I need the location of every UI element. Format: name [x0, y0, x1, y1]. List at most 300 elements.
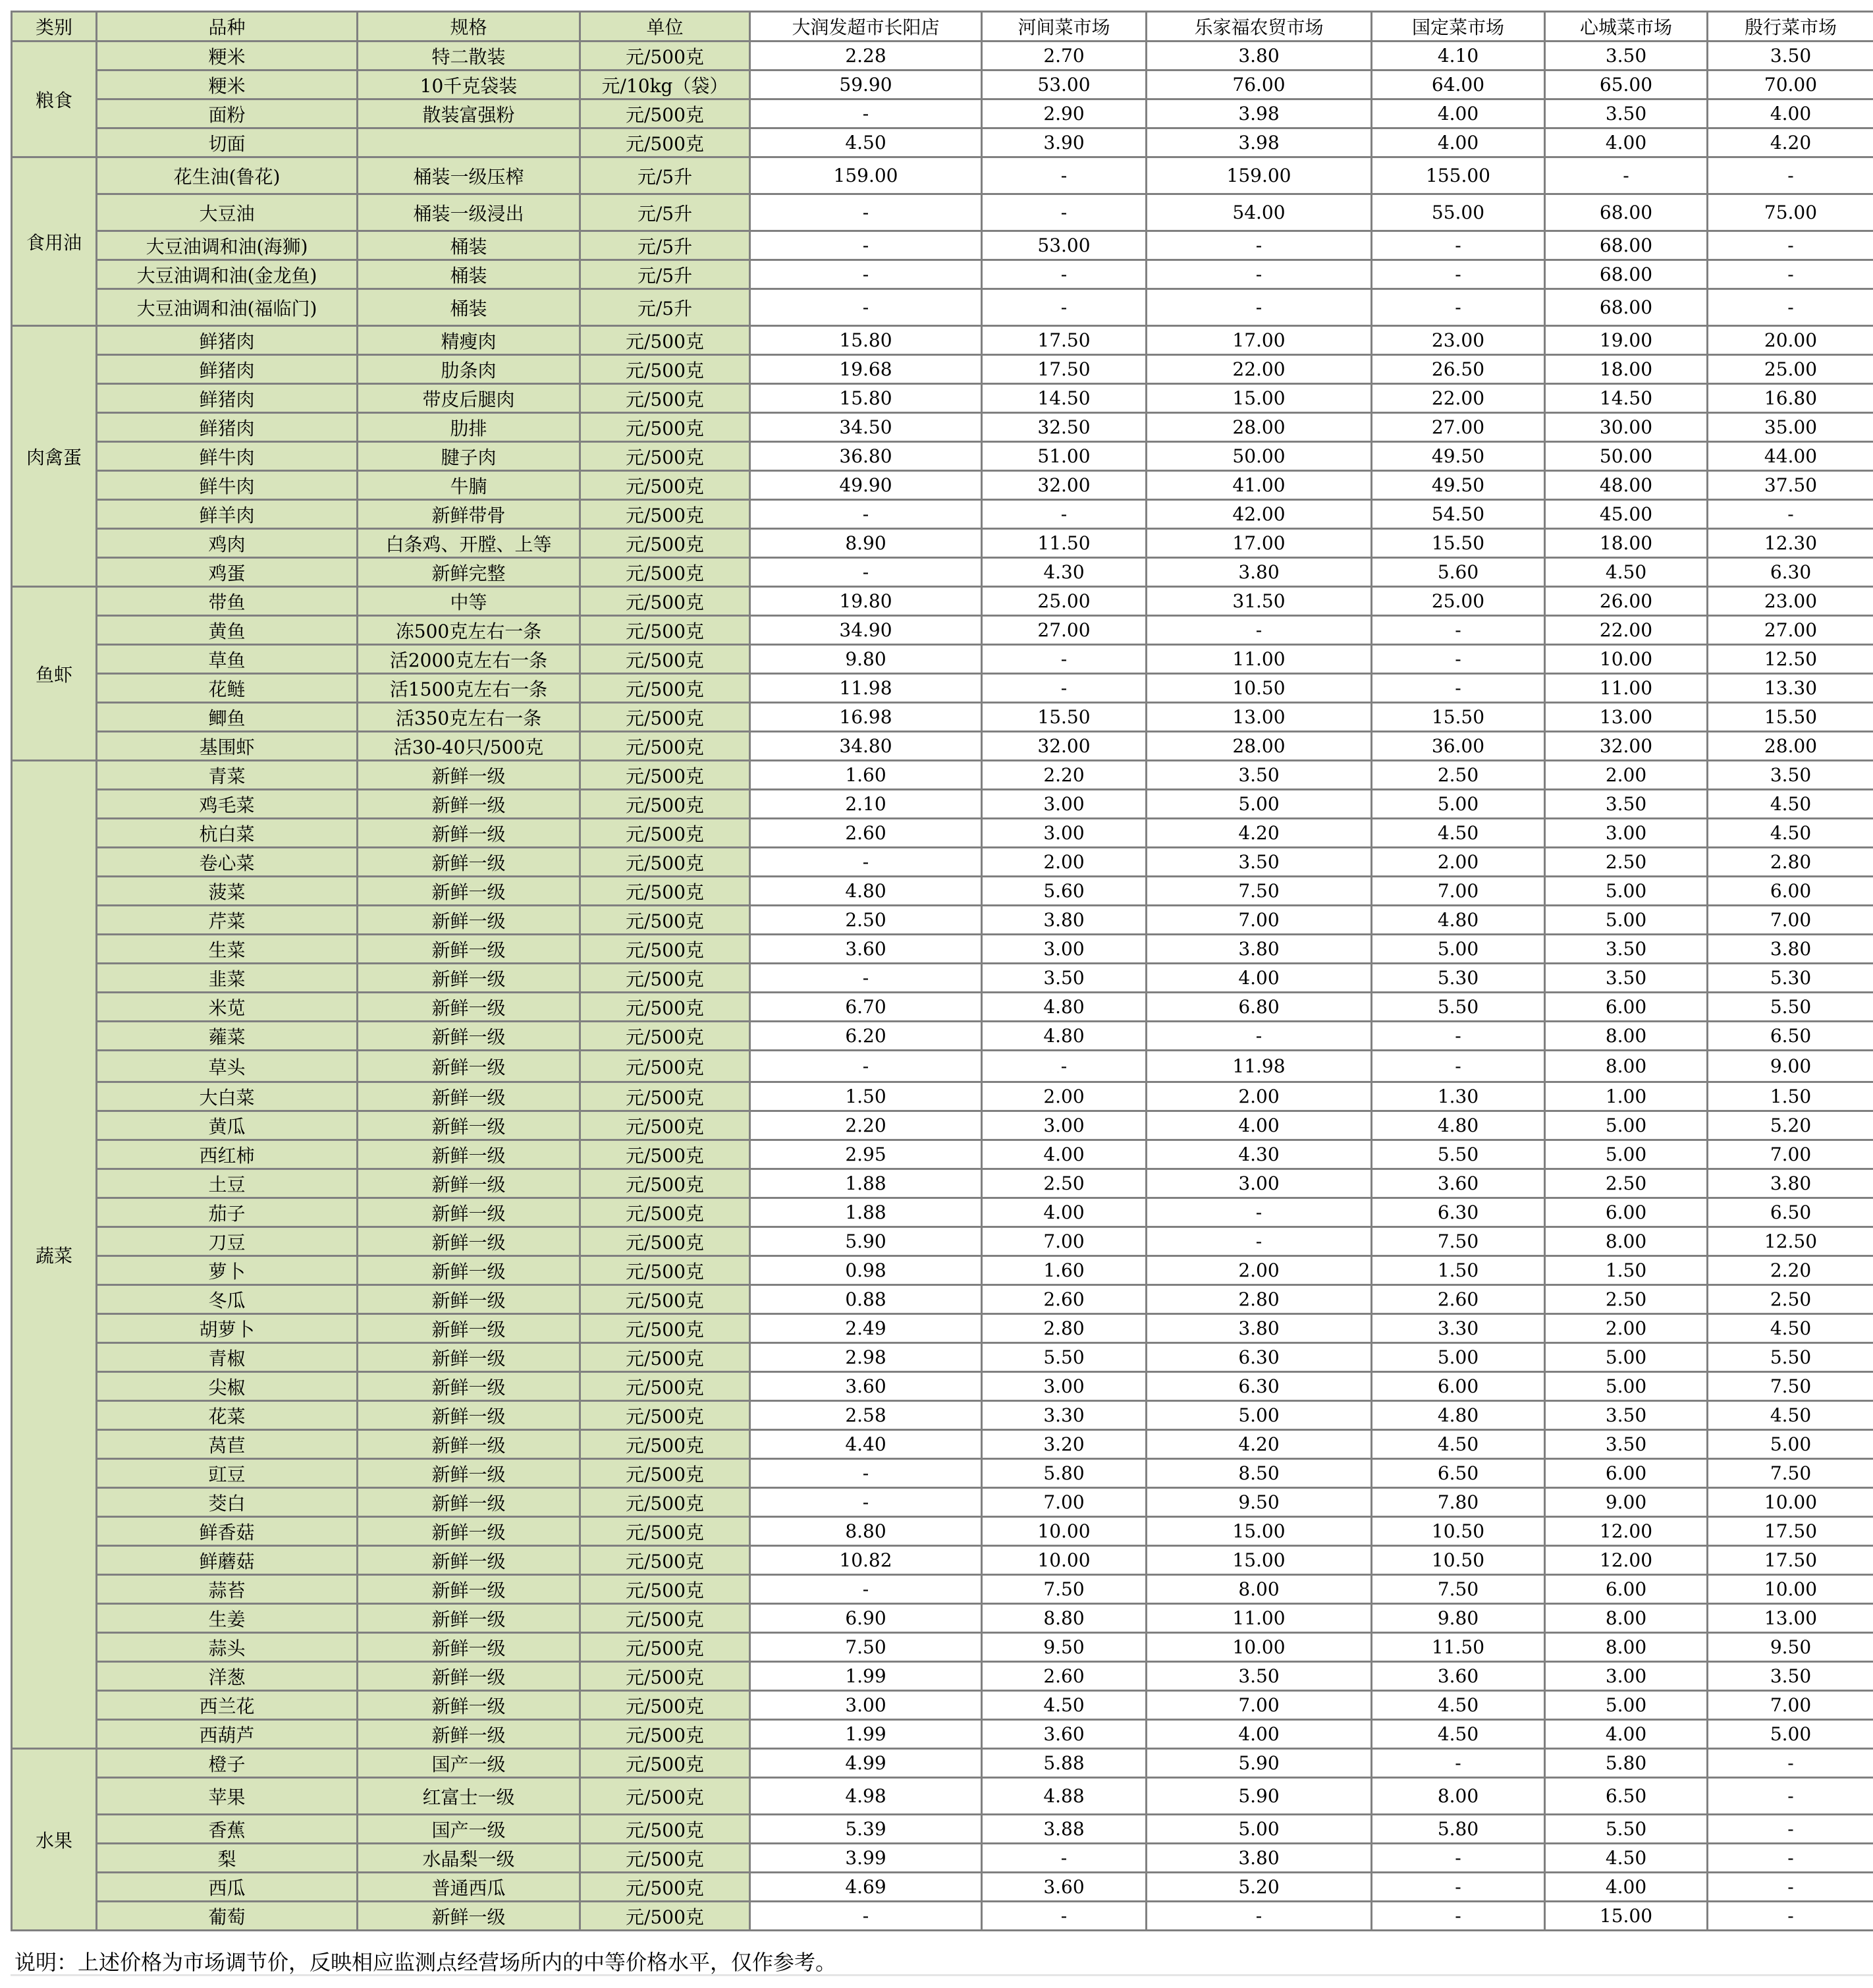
- price-cell: -: [1147, 1198, 1372, 1227]
- unit-cell: 元/500克: [580, 1343, 750, 1372]
- price-cell: 1.50: [1545, 1256, 1708, 1285]
- price-cell: 3.80: [1147, 41, 1372, 70]
- price-cell: 3.00: [982, 1372, 1147, 1401]
- price-cell: 5.90: [750, 1227, 982, 1256]
- price-cell: 4.50: [1708, 1314, 1873, 1343]
- table-row: [12, 326, 1873, 355]
- variety-cell: 基围虾: [97, 732, 358, 761]
- unit-cell: 元/500克: [580, 587, 750, 616]
- table-row: [12, 1873, 1873, 1902]
- variety-cell: 梨: [97, 1844, 358, 1873]
- price-cell: -: [982, 1902, 1147, 1931]
- variety-cell: 鸡蛋: [97, 558, 358, 587]
- price-cell: 3.80: [1147, 558, 1372, 587]
- price-cell: 5.00: [1545, 906, 1708, 935]
- unit-cell: 元/500克: [580, 906, 750, 935]
- table-row: [12, 289, 1873, 326]
- unit-cell: 元/500克: [580, 964, 750, 993]
- price-cell: 5.00: [1372, 1343, 1545, 1372]
- variety-cell: 土豆: [97, 1169, 358, 1198]
- price-cell: -: [1708, 1902, 1873, 1931]
- price-cell: 8.50: [1147, 1459, 1372, 1488]
- price-cell: 7.50: [1708, 1372, 1873, 1401]
- table-row: [12, 41, 1873, 70]
- price-cell: 36.00: [1372, 732, 1545, 761]
- price-cell: -: [750, 99, 982, 128]
- price-cell: 4.00: [1545, 128, 1708, 157]
- price-cell: -: [1147, 1022, 1372, 1051]
- price-cell: 20.00: [1708, 326, 1873, 355]
- price-cell: 4.00: [1372, 128, 1545, 157]
- price-cell: 7.00: [1372, 877, 1545, 906]
- variety-cell: 西兰花: [97, 1691, 358, 1720]
- spec-cell: 新鲜一级: [358, 1459, 580, 1488]
- price-cell: 10.00: [1147, 1633, 1372, 1662]
- price-cell: 28.00: [1708, 732, 1873, 761]
- price-cell: 7.00: [982, 1227, 1147, 1256]
- price-cell: 3.50: [1545, 1401, 1708, 1430]
- spec-cell: 新鲜一级: [358, 1662, 580, 1691]
- table-row: [12, 70, 1873, 99]
- variety-cell: 香蕉: [97, 1815, 358, 1844]
- unit-cell: 元/500克: [580, 1575, 750, 1604]
- price-cell: 15.50: [982, 703, 1147, 732]
- price-cell: 11.00: [1147, 1604, 1372, 1633]
- price-cell: 68.00: [1545, 289, 1708, 326]
- table-row: [12, 1691, 1873, 1720]
- column-header: 心城菜市场: [1545, 12, 1708, 41]
- price-cell: 6.00: [1372, 1372, 1545, 1401]
- price-cell: 4.50: [1708, 1401, 1873, 1430]
- price-cell: 11.50: [982, 529, 1147, 558]
- price-cell: 2.98: [750, 1343, 982, 1372]
- table-row: [12, 558, 1873, 587]
- price-cell: -: [1147, 616, 1372, 645]
- unit-cell: 元/500克: [580, 1285, 750, 1314]
- price-cell: 25.00: [1708, 355, 1873, 384]
- price-cell: 7.50: [750, 1633, 982, 1662]
- unit-cell: 元/500克: [580, 1844, 750, 1873]
- spec-cell: 红富士一级: [358, 1778, 580, 1815]
- price-cell: 5.50: [1372, 1140, 1545, 1169]
- price-cell: 159.00: [750, 157, 982, 194]
- price-cell: 53.00: [982, 70, 1147, 99]
- price-cell: 12.00: [1545, 1546, 1708, 1575]
- price-cell: 6.30: [1708, 558, 1873, 587]
- price-cell: 5.00: [1147, 1401, 1372, 1430]
- spec-cell: 新鲜一级: [358, 1285, 580, 1314]
- spec-cell: 新鲜一级: [358, 761, 580, 790]
- price-cell: 1.60: [750, 761, 982, 790]
- price-cell: 10.50: [1147, 674, 1372, 703]
- table-row: [12, 500, 1873, 529]
- price-cell: 13.00: [1708, 1604, 1873, 1633]
- price-cell: 17.00: [1147, 326, 1372, 355]
- price-cell: 6.00: [1545, 1459, 1708, 1488]
- table-row: [12, 1198, 1873, 1227]
- price-cell: 34.80: [750, 732, 982, 761]
- variety-cell: 青菜: [97, 761, 358, 790]
- price-cell: 11.00: [1545, 674, 1708, 703]
- unit-cell: 元/500克: [580, 384, 750, 413]
- price-cell: 4.50: [1708, 819, 1873, 848]
- table-row: [12, 194, 1873, 231]
- spec-cell: 新鲜一级: [358, 819, 580, 848]
- price-cell: 10.50: [1372, 1517, 1545, 1546]
- price-cell: 1.50: [750, 1082, 982, 1111]
- spec-cell: 新鲜一级: [358, 935, 580, 964]
- table-row: [12, 703, 1873, 732]
- price-cell: 50.00: [1147, 442, 1372, 471]
- variety-cell: 菠菜: [97, 877, 358, 906]
- spec-cell: 桶装一级压榨: [358, 157, 580, 194]
- price-cell: 4.98: [750, 1778, 982, 1815]
- price-cell: 4.00: [1372, 99, 1545, 128]
- spec-cell: 新鲜一级: [358, 1082, 580, 1111]
- price-cell: 15.00: [1147, 384, 1372, 413]
- price-cell: 2.50: [982, 1169, 1147, 1198]
- price-cell: 3.00: [1545, 1662, 1708, 1691]
- variety-cell: 萝卜: [97, 1256, 358, 1285]
- price-cell: 68.00: [1545, 260, 1708, 289]
- table-row: [12, 1517, 1873, 1546]
- table-row: [12, 964, 1873, 993]
- spec-cell: 新鲜一级: [358, 906, 580, 935]
- table-row: [12, 260, 1873, 289]
- spec-cell: 国产一级: [358, 1815, 580, 1844]
- price-cell: 13.00: [1545, 703, 1708, 732]
- unit-cell: 元/500克: [580, 790, 750, 819]
- variety-cell: 鲜蘑菇: [97, 1546, 358, 1575]
- price-cell: 22.00: [1545, 616, 1708, 645]
- price-cell: -: [1372, 1902, 1545, 1931]
- table-row: [12, 1256, 1873, 1285]
- spec-cell: [358, 128, 580, 157]
- price-cell: -: [1372, 231, 1545, 260]
- price-cell: 75.00: [1708, 194, 1873, 231]
- price-cell: 76.00: [1147, 70, 1372, 99]
- price-cell: 4.80: [1372, 906, 1545, 935]
- table-row: [12, 355, 1873, 384]
- table-body: [12, 41, 1873, 1931]
- table-row: [12, 819, 1873, 848]
- price-cell: 4.99: [750, 1749, 982, 1778]
- spec-cell: 新鲜一级: [358, 1111, 580, 1140]
- price-cell: 3.80: [1708, 935, 1873, 964]
- variety-cell: 草头: [97, 1051, 358, 1082]
- price-cell: 3.80: [982, 906, 1147, 935]
- spec-cell: 普通西瓜: [358, 1873, 580, 1902]
- spec-cell: 新鲜一级: [358, 964, 580, 993]
- unit-cell: 元/500克: [580, 1227, 750, 1256]
- variety-cell: 韭菜: [97, 964, 358, 993]
- price-cell: 3.00: [982, 819, 1147, 848]
- unit-cell: 元/500克: [580, 1546, 750, 1575]
- variety-cell: 蒜苔: [97, 1575, 358, 1604]
- variety-cell: 鲜猪肉: [97, 355, 358, 384]
- variety-cell: 豇豆: [97, 1459, 358, 1488]
- unit-cell: 元/500克: [580, 1691, 750, 1720]
- price-cell: 5.00: [1545, 1343, 1708, 1372]
- price-cell: 22.00: [1372, 384, 1545, 413]
- price-cell: 5.50: [1708, 1343, 1873, 1372]
- price-cell: 3.20: [982, 1430, 1147, 1459]
- table-row: [12, 1662, 1873, 1691]
- column-header: 殷行菜市场: [1708, 12, 1873, 41]
- price-cell: 2.60: [750, 819, 982, 848]
- category-cell: 食用油: [12, 157, 97, 326]
- price-cell: 12.30: [1708, 529, 1873, 558]
- price-cell: -: [750, 1051, 982, 1082]
- column-header: 大润发超市长阳店: [750, 12, 982, 41]
- price-cell: 4.80: [982, 993, 1147, 1022]
- price-cell: 2.80: [1147, 1285, 1372, 1314]
- spec-cell: 带皮后腿肉: [358, 384, 580, 413]
- price-cell: 7.50: [1372, 1227, 1545, 1256]
- price-cell: 2.58: [750, 1401, 982, 1430]
- table-row: [12, 1575, 1873, 1604]
- table-row: [12, 1401, 1873, 1430]
- price-cell: -: [982, 1844, 1147, 1873]
- price-cell: -: [1708, 1749, 1873, 1778]
- price-cell: 8.00: [1147, 1575, 1372, 1604]
- unit-cell: 元/5升: [580, 260, 750, 289]
- price-cell: 4.00: [1545, 1873, 1708, 1902]
- spec-cell: 新鲜一级: [358, 1691, 580, 1720]
- price-cell: 3.60: [1372, 1169, 1545, 1198]
- table-row: [12, 732, 1873, 761]
- variety-cell: 大白菜: [97, 1082, 358, 1111]
- spec-cell: 精瘦肉: [358, 326, 580, 355]
- spec-cell: 国产一级: [358, 1749, 580, 1778]
- unit-cell: 元/5升: [580, 157, 750, 194]
- price-cell: 49.90: [750, 471, 982, 500]
- price-cell: 4.30: [1147, 1140, 1372, 1169]
- table-row: [12, 1140, 1873, 1169]
- price-cell: 2.00: [1147, 1256, 1372, 1285]
- price-cell: -: [982, 1051, 1147, 1082]
- spec-cell: 新鲜一级: [358, 1314, 580, 1343]
- price-cell: 10.82: [750, 1546, 982, 1575]
- spec-cell: 新鲜一级: [358, 1343, 580, 1372]
- variety-cell: 葡萄: [97, 1902, 358, 1931]
- footnote: 说明：上述价格为市场调节价，反映相应监测点经营场所内的中等价格水平，仅作参考。: [11, 1948, 1873, 1976]
- price-cell: 26.00: [1545, 587, 1708, 616]
- spec-cell: 桶装: [358, 260, 580, 289]
- price-cell: 17.50: [1708, 1517, 1873, 1546]
- price-cell: 19.68: [750, 355, 982, 384]
- price-cell: 3.00: [1545, 819, 1708, 848]
- unit-cell: 元/500克: [580, 761, 750, 790]
- price-cell: 8.80: [750, 1517, 982, 1546]
- category-cell: 鱼虾: [12, 587, 97, 761]
- price-cell: 27.00: [1708, 616, 1873, 645]
- price-cell: 10.00: [1545, 645, 1708, 674]
- price-cell: 159.00: [1147, 157, 1372, 194]
- spec-cell: 新鲜一级: [358, 1198, 580, 1227]
- table-row: [12, 1749, 1873, 1778]
- variety-cell: 生姜: [97, 1604, 358, 1633]
- variety-cell: 鲫鱼: [97, 703, 358, 732]
- price-cell: 26.50: [1372, 355, 1545, 384]
- price-cell: 28.00: [1147, 413, 1372, 442]
- price-cell: 10.00: [1708, 1575, 1873, 1604]
- price-cell: 3.50: [1545, 935, 1708, 964]
- price-cell: 1.50: [1372, 1256, 1545, 1285]
- unit-cell: 元/500克: [580, 1720, 750, 1749]
- table-row: [12, 128, 1873, 157]
- price-cell: 3.80: [1147, 1844, 1372, 1873]
- price-cell: 5.90: [1147, 1778, 1372, 1815]
- price-cell: 7.50: [982, 1575, 1147, 1604]
- price-cell: -: [1708, 1778, 1873, 1815]
- unit-cell: 元/500克: [580, 1169, 750, 1198]
- price-cell: 35.00: [1708, 413, 1873, 442]
- unit-cell: 元/5升: [580, 194, 750, 231]
- price-cell: 1.00: [1545, 1082, 1708, 1111]
- price-cell: 4.30: [982, 558, 1147, 587]
- price-cell: 8.00: [1545, 1022, 1708, 1051]
- unit-cell: 元/500克: [580, 529, 750, 558]
- price-cell: 13.00: [1147, 703, 1372, 732]
- column-header: 规格: [358, 12, 580, 41]
- table-row: [12, 1459, 1873, 1488]
- spec-cell: 桶装: [358, 289, 580, 326]
- price-cell: 54.50: [1372, 500, 1545, 529]
- price-cell: 41.00: [1147, 471, 1372, 500]
- price-cell: 5.00: [1372, 935, 1545, 964]
- price-cell: 2.60: [1372, 1285, 1545, 1314]
- price-cell: -: [1372, 616, 1545, 645]
- variety-cell: 花鲢: [97, 674, 358, 703]
- price-cell: -: [1372, 674, 1545, 703]
- price-cell: 7.50: [1708, 1459, 1873, 1488]
- price-cell: 17.50: [982, 355, 1147, 384]
- unit-cell: 元/500克: [580, 1873, 750, 1902]
- price-cell: 7.00: [1708, 906, 1873, 935]
- price-cell: 1.60: [982, 1256, 1147, 1285]
- price-cell: 31.50: [1147, 587, 1372, 616]
- unit-cell: 元/500克: [580, 703, 750, 732]
- price-cell: -: [750, 848, 982, 877]
- price-cell: -: [750, 1488, 982, 1517]
- price-cell: 2.90: [982, 99, 1147, 128]
- price-cell: 37.50: [1708, 471, 1873, 500]
- price-cell: -: [750, 1902, 982, 1931]
- price-cell: 9.80: [750, 645, 982, 674]
- price-cell: 5.50: [1372, 993, 1545, 1022]
- price-cell: 44.00: [1708, 442, 1873, 471]
- price-cell: 6.50: [1545, 1778, 1708, 1815]
- price-cell: 6.50: [1708, 1198, 1873, 1227]
- price-cell: -: [1147, 231, 1372, 260]
- table-row: [12, 1111, 1873, 1140]
- variety-cell: 鲜香菇: [97, 1517, 358, 1546]
- table-row: [12, 529, 1873, 558]
- table-row: [12, 1169, 1873, 1198]
- price-cell: 5.00: [1545, 1111, 1708, 1140]
- price-cell: 1.88: [750, 1169, 982, 1198]
- price-cell: 4.69: [750, 1873, 982, 1902]
- price-cell: 48.00: [1545, 471, 1708, 500]
- price-cell: 4.50: [982, 1691, 1147, 1720]
- price-cell: 15.50: [1372, 703, 1545, 732]
- table-row: [12, 935, 1873, 964]
- table-row: [12, 1343, 1873, 1372]
- price-cell: 17.00: [1147, 529, 1372, 558]
- spec-cell: 10千克袋装: [358, 70, 580, 99]
- price-cell: 2.70: [982, 41, 1147, 70]
- price-cell: 5.00: [1708, 1430, 1873, 1459]
- variety-cell: 花生油(鲁花): [97, 157, 358, 194]
- table-row: [12, 587, 1873, 616]
- price-cell: 4.00: [1147, 964, 1372, 993]
- variety-cell: 西瓜: [97, 1873, 358, 1902]
- variety-cell: 鲜猪肉: [97, 326, 358, 355]
- column-header: 品种: [97, 12, 358, 41]
- price-cell: 8.90: [750, 529, 982, 558]
- price-cell: 2.95: [750, 1140, 982, 1169]
- price-cell: 5.80: [982, 1459, 1147, 1488]
- spec-cell: 新鲜一级: [358, 790, 580, 819]
- price-cell: -: [982, 157, 1147, 194]
- price-cell: 4.80: [982, 1022, 1147, 1051]
- price-cell: 2.60: [982, 1285, 1147, 1314]
- price-cell: 68.00: [1545, 231, 1708, 260]
- price-cell: 15.00: [1147, 1546, 1372, 1575]
- spec-cell: 肋排: [358, 413, 580, 442]
- price-cell: 2.20: [982, 761, 1147, 790]
- unit-cell: 元/500克: [580, 1051, 750, 1082]
- price-cell: 5.20: [1147, 1873, 1372, 1902]
- price-cell: 2.80: [982, 1314, 1147, 1343]
- variety-cell: 杭白菜: [97, 819, 358, 848]
- unit-cell: 元/500克: [580, 1604, 750, 1633]
- price-cell: 19.00: [1545, 326, 1708, 355]
- price-cell: 3.60: [982, 1720, 1147, 1749]
- variety-cell: 冬瓜: [97, 1285, 358, 1314]
- spec-cell: 新鲜一级: [358, 1051, 580, 1082]
- spec-cell: 新鲜一级: [358, 1488, 580, 1517]
- price-cell: 45.00: [1545, 500, 1708, 529]
- price-cell: 5.00: [1545, 1372, 1708, 1401]
- price-cell: 11.98: [1147, 1051, 1372, 1082]
- unit-cell: 元/500克: [580, 1372, 750, 1401]
- price-cell: 55.00: [1372, 194, 1545, 231]
- unit-cell: 元/500克: [580, 1517, 750, 1546]
- table-row: [12, 1430, 1873, 1459]
- price-cell: -: [750, 558, 982, 587]
- price-cell: 4.50: [1372, 1430, 1545, 1459]
- price-cell: 6.30: [1147, 1372, 1372, 1401]
- table-row: [12, 1604, 1873, 1633]
- price-cell: 2.60: [982, 1662, 1147, 1691]
- unit-cell: 元/500克: [580, 935, 750, 964]
- spec-cell: 新鲜一级: [358, 1902, 580, 1931]
- variety-cell: 橙子: [97, 1749, 358, 1778]
- price-cell: 32.00: [982, 732, 1147, 761]
- unit-cell: 元/500克: [580, 1082, 750, 1111]
- variety-cell: 芹菜: [97, 906, 358, 935]
- price-cell: 8.80: [982, 1604, 1147, 1633]
- spec-cell: 新鲜完整: [358, 558, 580, 587]
- price-cell: 11.50: [1372, 1633, 1545, 1662]
- unit-cell: 元/500克: [580, 1662, 750, 1691]
- price-cell: -: [1147, 260, 1372, 289]
- variety-cell: 鲜猪肉: [97, 413, 358, 442]
- price-cell: 7.00: [1147, 906, 1372, 935]
- price-cell: 3.50: [1147, 761, 1372, 790]
